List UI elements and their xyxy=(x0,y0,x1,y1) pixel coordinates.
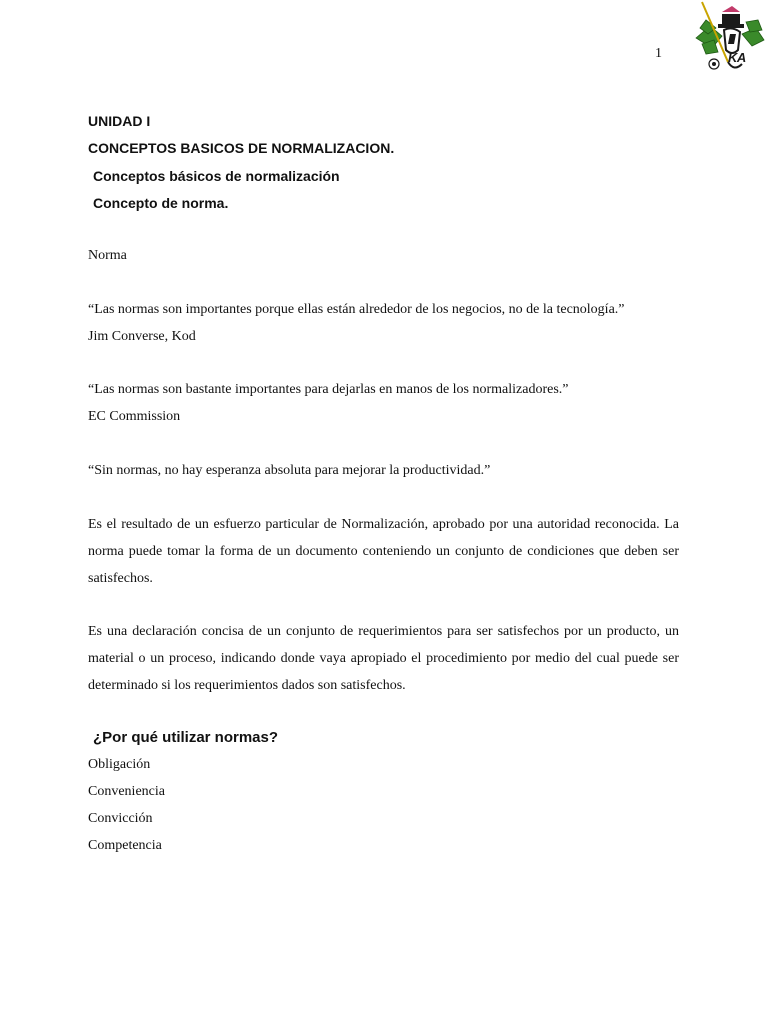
reason-item: Competencia xyxy=(88,838,162,853)
quote-1-author: Jim Converse, Kod xyxy=(88,329,196,344)
quote-2: “Las normas son bastante importantes para dejarlas en manos de los normalizadores.” xyxy=(88,382,569,397)
subheading-norm-concept: Concepto de norma. xyxy=(93,195,229,211)
logo-figure-icon xyxy=(692,0,768,80)
chapter-title: CONCEPTOS BASICOS DE NORMALIZACION. xyxy=(88,140,395,156)
reason-item: Convicción xyxy=(88,811,153,826)
reason-item: Obligación xyxy=(88,757,151,772)
subheading-basic-concepts: Conceptos básicos de normalización xyxy=(93,168,340,184)
unit-heading: UNIDAD I xyxy=(88,113,151,129)
quote-1: “Las normas son importantes porque ellas están alrededor de los negocios, no de la tecnología.” xyxy=(88,302,625,317)
logo xyxy=(692,0,768,80)
paragraph-2: Es una declaración concisa de un conjunto de requerimientos para ser satisfechos por un producto, un material o un proceso, indicando donde vaya apropiado el procedimiento por medio del cual puede ser determinado si los requerimientos dados son satisfechos. xyxy=(88,624,679,693)
logo-letters: KA xyxy=(728,50,746,65)
question-heading: ¿Por qué utilizar normas? xyxy=(93,729,279,746)
paragraph-1: Es el resultado de un esfuerzo particular de Normalización, aprobado por una autoridad reconocida. La norma puede tomar la forma de un documento conteniendo un conjunto de condiciones que deben ser satisfechos. xyxy=(88,517,679,586)
norma-label: Norma xyxy=(88,248,127,263)
quote-3: “Sin normas, no hay esperanza absoluta para mejorar la productividad.” xyxy=(88,463,491,478)
quote-2-author: EC Commission xyxy=(88,409,181,424)
page-number: 1 xyxy=(655,46,662,61)
reason-item: Conveniencia xyxy=(88,784,165,799)
